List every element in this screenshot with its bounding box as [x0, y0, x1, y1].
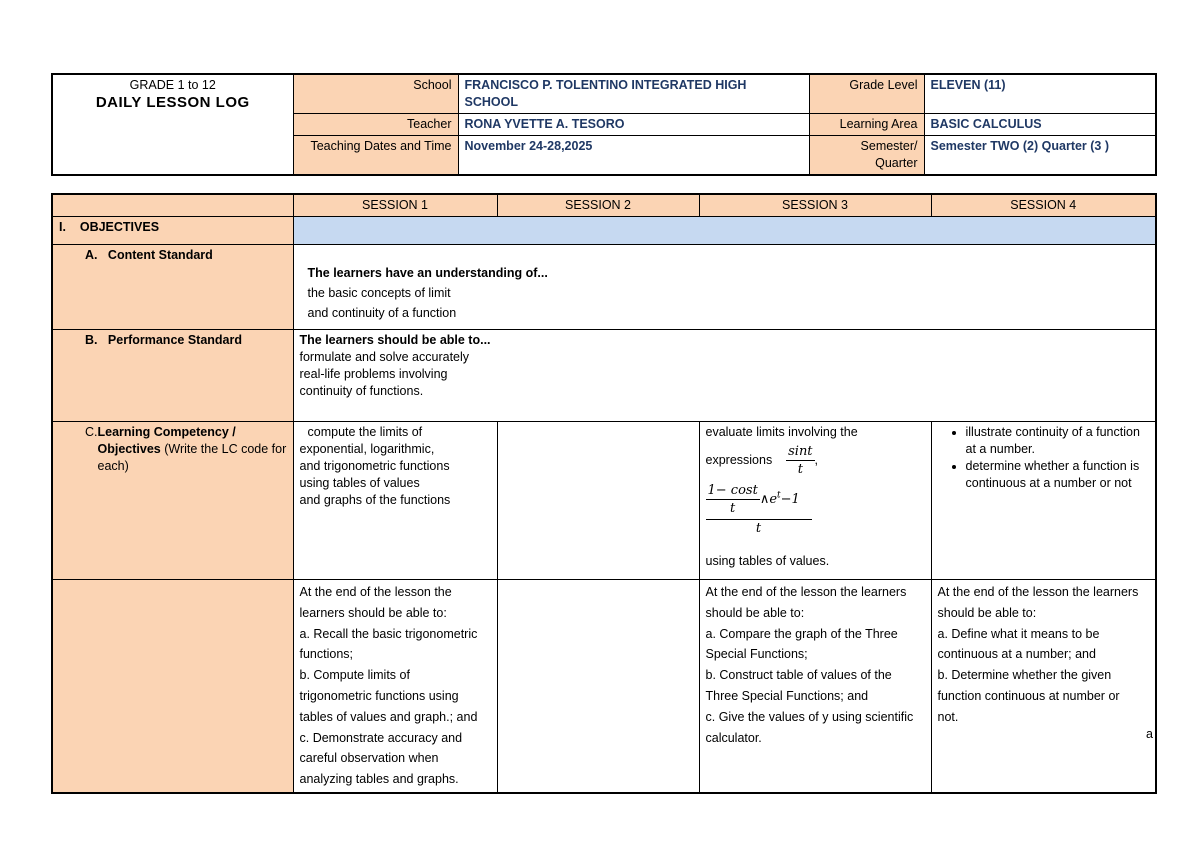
competency-session-3: evaluate limits involving the expressions $\frac{\sin t}{t}$ , $\frac{1- \cos t}{t}$ $\wedge e^t-1$ t using tables of values. — [699, 422, 931, 580]
specific-s3-line6: Three Special Functions; and — [705, 688, 869, 703]
specific-s3-line8: calculator. — [705, 730, 762, 745]
specific-s1-line9: careful observation when — [299, 751, 439, 766]
competency-s1-line4: using tables of values — [299, 476, 420, 490]
semester-label-line2: Quarter — [875, 156, 918, 170]
frac2-sup: t — [777, 490, 781, 501]
specific-s4-line5: b. Determine whether the given — [937, 668, 1112, 683]
specific-s1-line4: functions; — [299, 647, 354, 662]
competency-s4-bullet2: • determine whether a function is continuous at a number or not — [966, 458, 1150, 492]
performance-standard-title: Performance Standard — [107, 333, 242, 347]
frac2-inner-bottom: t — [730, 501, 736, 516]
teacher-value: RONA YVETTE A. TESORO — [458, 114, 809, 136]
semester-value: Semester TWO (2) Quarter (3 ) — [924, 136, 1156, 176]
competency-s1-line3: and trigonometric functions — [299, 459, 450, 473]
competency-s1-line1: compute the limits of — [307, 425, 423, 439]
grade-level-value: ELEVEN (11) — [924, 74, 1156, 114]
competency-session-4 — [931, 422, 1156, 580]
performance-standard-line1: formulate and solve accurately — [299, 350, 470, 364]
school-value: FRANCISCO P. TOLENTINO INTEGRATED HIGH SCHOOL — [458, 74, 809, 114]
specific-s1-line2: learners should be able to: — [299, 605, 447, 620]
competency-s1-line5: and graphs of the functions — [299, 493, 451, 507]
frac2-tail: ∧e — [759, 492, 778, 507]
dates-label: Teaching Dates and Time — [293, 136, 458, 176]
semester-label — [809, 136, 924, 176]
specific-s4-line6: function continuous at number or — [937, 688, 1120, 703]
session-3-header: SESSION 3 — [699, 194, 931, 217]
specific-s3-line3: a. Compare the graph of the Three — [705, 626, 898, 641]
competency-s3-expr-word: expressions — [705, 452, 773, 467]
specific-s3-line7: c. Give the values of y using scientific — [705, 709, 914, 724]
frac2-inner-top: 1− cost — [707, 483, 758, 498]
performance-standard-line2: real-life problems involving — [299, 367, 448, 381]
specific-s1-line6: trigonometric functions using — [299, 688, 459, 703]
learning-area-label: Learning Area — [809, 114, 924, 136]
performance-standard-cell — [293, 330, 1156, 422]
specific-s1-line10: analyzing tables and graphs. — [299, 772, 459, 787]
log-title-cell — [52, 74, 293, 175]
objectives-band — [293, 217, 1156, 245]
frac2-denominator: t — [755, 521, 762, 536]
objectives-number: I. — [59, 220, 66, 234]
specific-s4-line4: continuous at a number; and — [937, 647, 1096, 662]
header-table — [51, 73, 1157, 176]
competency-letter: C. — [85, 425, 98, 439]
competency-s4-bullet1: • illustrate continuity of a function at a number. — [966, 424, 1150, 458]
specific-s4-line2: should be able to: — [937, 605, 1037, 620]
content-standard-line2: and continuity of a function — [307, 306, 457, 320]
content-standard-label — [52, 245, 293, 330]
competency-label — [52, 422, 293, 580]
specific-s4-line1: At the end of the lesson the learners — [937, 585, 1139, 599]
performance-standard-letter: B. — [85, 333, 98, 347]
frac2-end: −1 — [780, 492, 800, 507]
content-standard-line1: the basic concepts of limit — [307, 286, 451, 300]
competency-session-2 — [497, 422, 699, 580]
content-standard-lead: The learners have an understanding of... — [307, 266, 548, 280]
sint-over-t-fraction — [786, 443, 814, 478]
frac1-denominator: t — [797, 462, 803, 477]
grade-range: GRADE 1 to 12 — [129, 78, 216, 92]
session-header-blank — [52, 194, 293, 217]
specific-s1-line3: a. Recall the basic trigonometric — [299, 626, 478, 641]
specific-session-1 — [293, 580, 497, 793]
objectives-heading — [52, 217, 293, 245]
specific-s1-line7: tables of values and graph.; and — [299, 709, 478, 724]
content-standard-letter: A. — [85, 248, 98, 262]
teacher-label: Teacher — [293, 114, 458, 136]
log-title: DAILY LESSON LOG — [95, 94, 250, 111]
specific-s4-line3: a. Define what it means to be — [937, 626, 1100, 641]
semester-label-line1: Semester/ — [860, 139, 918, 153]
specific-s1-line1: At the end of the lesson the — [299, 585, 452, 599]
content-standard-cell — [293, 245, 1156, 330]
performance-standard-label — [52, 330, 293, 422]
session-4-header: SESSION 4 — [931, 194, 1156, 217]
specific-s3-line4: Special Functions; — [705, 647, 808, 662]
content-standard-title: Content Standard — [107, 248, 213, 262]
specific-s3-line1: At the end of the lesson the learners — [705, 585, 907, 599]
lesson-table — [51, 193, 1157, 794]
specific-s4-tail: a — [1146, 726, 1153, 741]
performance-standard-line3: continuity of functions. — [299, 384, 424, 398]
competency-title-rest: (Write the LC code for each) — [97, 442, 287, 473]
specific-s1-line5: b. Compute limits of — [299, 668, 410, 683]
session-1-header: SESSION 1 — [293, 194, 497, 217]
school-label: School — [293, 74, 458, 114]
frac1-numerator: sint — [788, 444, 813, 459]
frac2-numerator — [706, 482, 812, 520]
specific-s1-line8: c. Demonstrate accuracy and — [299, 730, 463, 745]
performance-standard-lead: The learners should be able to... — [299, 333, 491, 347]
dates-value: November 24-28,2025 — [458, 136, 809, 176]
competency-title-bold: Learning Competency / Objectives — [97, 425, 236, 456]
specific-session-3 — [699, 580, 931, 793]
competency-s1-line2: exponential, logarithmic, — [299, 442, 435, 456]
specific-objectives-label — [52, 580, 293, 793]
specific-session-4 — [931, 580, 1156, 793]
grade-level-label: Grade Level — [809, 74, 924, 114]
specific-s3-line5: b. Construct table of values of the — [705, 668, 892, 683]
specific-session-2 — [497, 580, 699, 793]
competency-session-1 — [293, 422, 497, 580]
competency-s3-line1: evaluate limits involving the — [705, 425, 858, 439]
learning-area-value: BASIC CALCULUS — [924, 114, 1156, 136]
cost-fraction — [706, 482, 812, 537]
specific-s4-line7: not. — [937, 709, 959, 724]
session-2-header: SESSION 2 — [497, 194, 699, 217]
specific-s3-line2: should be able to: — [705, 605, 805, 620]
competency-title — [98, 424, 287, 475]
objectives-title: OBJECTIVES — [79, 220, 160, 234]
frac2-inner — [706, 482, 760, 517]
competency-s3-last: using tables of values. — [705, 554, 830, 568]
